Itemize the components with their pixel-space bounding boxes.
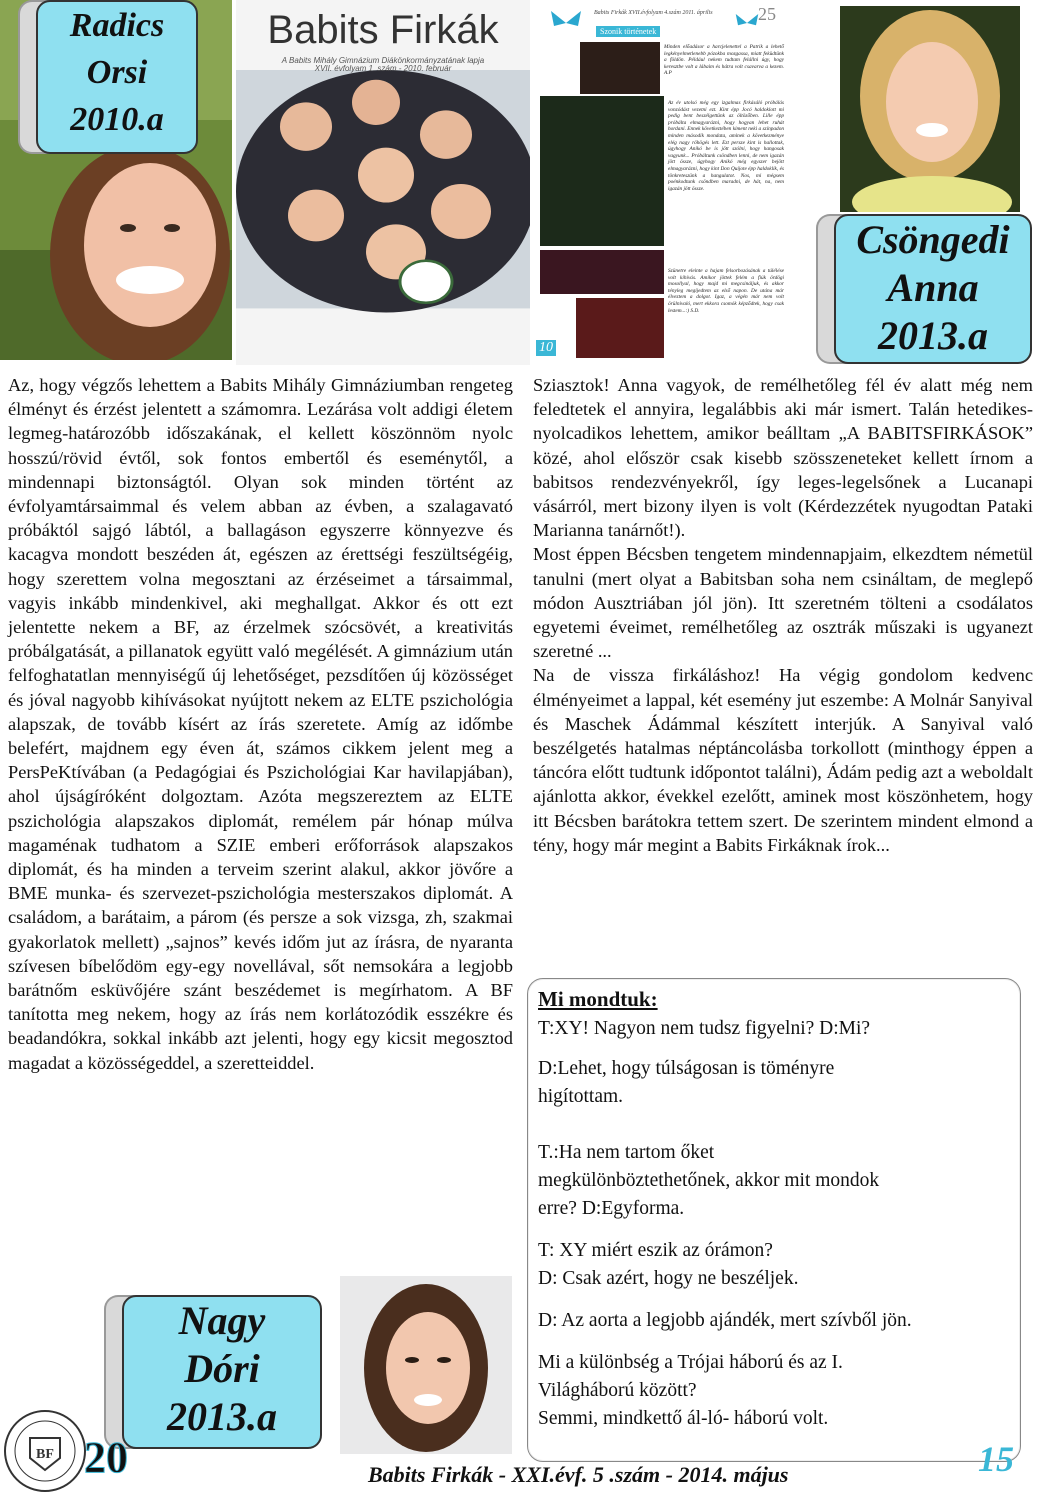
- quote-line: megkülönböztethetőnek, akkor mit mondok: [538, 1170, 880, 1191]
- cover-issue: XVII. évfolyam 1. szám - 2010. február: [314, 64, 452, 73]
- cover-title: Babits Firkák: [267, 8, 499, 52]
- magazine-cover: [236, 0, 530, 365]
- quote-line: Semmi, mindkettő ál-ló- háború volt.: [538, 1408, 829, 1429]
- name-last: Anna: [887, 265, 979, 310]
- school-logo-icon: [2, 1408, 88, 1494]
- mag-photo-4: [576, 298, 664, 358]
- name-box-nagy-dori: [122, 1295, 322, 1449]
- mag-photo-3: [540, 250, 664, 294]
- article-paragraph: Most éppen Bécsben tengetem mindennapjaim, elkezdtem németül tanulni (mert olyat a Babitsban soha nem csináltam, de meglepő módon Ausztriában jól jön). Itt szeretném tölteni a csodálatos egyetemi éveimet, remélhetőleg az osztrák műszaki is ugyanezt szeretné ...: [533, 544, 1033, 662]
- butterfly-icon: [732, 8, 762, 38]
- name-box-csongedi-anna: [834, 214, 1032, 364]
- quotes-title: Mi mondtuk:: [538, 987, 658, 1011]
- magazine-inner-page: [536, 0, 788, 362]
- photo-csongedi-anna: [840, 6, 1020, 212]
- quotes-box: [527, 978, 1021, 1462]
- mag-intro: Minden előadásor a harcjelenettel a Patrik a lehető legkényelmetlenebb pózokba mozgassa, miatt feküdtünk a földön. Például nekem tudtam felállni úgy, hogy keresztbe volt a lábaim és hátra volt csavarva a kezem. A.P: [664, 44, 784, 77]
- quote-line: D: Az aorta a legjobb ajándék, mert szívből jön.: [538, 1310, 912, 1331]
- cover-subtitle: A Babits Mihály Gimnázium Diákönkormányzatának lapja: [281, 56, 485, 65]
- quote-line: erre? D:Egyforma.: [538, 1198, 685, 1219]
- school-logo-text: BF: [36, 1447, 54, 1462]
- quote-line: T:XY! Nagyon nem tudsz figyelni? D:Mi?: [538, 1018, 871, 1039]
- mag-photo-2: [540, 96, 664, 246]
- name-first: Csöngedi: [856, 217, 1010, 262]
- butterfly-icon: [546, 8, 586, 38]
- article-radics: Az, hogy végzős lehettem a Babits Mihály Gimnáziumban rengeteg élményt és érzést jelentett a számomra. Lezárása volt addigi életem legmeg-határozóbb időszakának, el kellett köszönnöm nyolc hosszú/rövid évtől, sok fontos embertől és eseménytől, a mindennapi biztonságtól. Olyan sok minden történt az évfolyamtársaimmal és velem abban az évben, a szalagavató próbáktól sajgó lábtól, a ballagáson egyszerre könnyezve és kacagva mondott beszéden át, egészen az érettségi feszültségéig, hogy szerettem volna megosztani az érzéseimet a társaimmal, vagyis inkább mindenkivel, aki meghallgat. Akkor és ott ezt jelentette nekem a BF, az érzelmek szócsövét, a kreativitás próbálgatását, a pillanatok együtt való megélését. A gimnázium után felfoghatatlan mennyiségű új lehetőséget, pezsdítően új közösséget és jóval nagyobb kihívásokat nyújtott nekem az ELTE pszichológia alapszak, de tovább kísért az írás szeretete. Amíg az időmbe belefért, majdnem egy éven át, számos cikkem jelent meg a PersPeKtívában (a Pedagógiai és Pszichológiai Kar havilapjában), ahol újságíróként dolgoztam. Azóta megszereztem az ELTE pszichológia alapszakos diplomát, remélem pár hónap múlva magaménak tudhatom a SZIE emberi erőforrások alapszakos diplomát, és ha minden a terveim szerint alakul, akkor jövőre a BME munka- és szervezet-pszichológia mesterszakos diplomát. A családom, a barátaim, a párom (és persze a sok vizsga, zh, szakmai gyakorlatok mellett) „sajnos” kevés időm jut az írásra, de nyaranta szívesen bíbelődöm egy-egy novellával, sőt nemsokára a legjobb barátnőm esküvőjére szánt beszédemet is megírhatom. A BF tanította meg nekem, hogy az írás nem korlátozódik esszékre és beadandókra, sokkal inkább azt jelenti, hogy egy kicsit megosztod magadat a közösségeddel, a szeretteiddel.: [8, 375, 513, 1073]
- name-last: Orsi: [86, 54, 148, 91]
- footer-text: Babits Firkák - XXI.évf. 5 .szám - 2014. május: [368, 1462, 789, 1487]
- quote-line: Világháború között?: [538, 1380, 697, 1401]
- mag-outro: Szünetre eleinte a hajam felsorbozásának a túlélése volt kihívás. Amikor jöttek felém a fiúk ördögi mosollyal, hogy majd mi megcsináljuk, és akkor tényleg megijedtem az első napon. De utána már élveztem a dolgot. Igaz, a végén már nem volt örülnivaló, mert ekkora csomók képződtek, hogy csak lestem...:) S.D.: [668, 268, 784, 314]
- quote-line: D:Lehet, hogy túlságosan is töményre: [538, 1058, 835, 1079]
- name-class: 2013.a: [167, 1394, 277, 1439]
- mag-body: Az év utolsó még egy izgalmas firkásáló próbálás vonzódást vezetni ezt. Kint épp Jocó haldoklott mi pedig bent beszélgettünk az öltözőben. Lille épp próbálta elmagyarázni, hogy hogyan lehet ruhát hordani. Ennek következtében kiment neki a színpadon minden második mondata, aminek a következménye elég nagy röhögés lett. Ezt persze kint is hallottak, úgyhogy Anikó be is jött szólni, hogy hangosak vagyunk... Próbáltunk csöndben lenni, de nem igazán jött össze, úgyhogy Anikó még egyszer bejött elmagyarázni, hogy kint Don Quijote épp haldoklik, és tönkreteszünk a hangulatot. Nos, mi mégsem poénkodtunk csöndben maradni, de hát, na, nem igazán jött össze.: [668, 100, 784, 192]
- name-class: 2013.a: [878, 313, 988, 358]
- quote-line: T: XY miért eszik az órámon?: [538, 1240, 773, 1261]
- article-csongedi: [533, 373, 1033, 857]
- name-first: Nagy: [178, 1298, 266, 1343]
- photo-nagy-dori: [340, 1276, 512, 1454]
- name-class: 2010.a: [70, 101, 164, 138]
- name-first: Radics: [69, 7, 165, 44]
- mag-page-number: 25: [758, 4, 776, 24]
- mag-section-tag: Szonik történetek: [596, 26, 660, 37]
- quote-line: Mi a különbség a Trójai háború és az I.: [538, 1352, 843, 1373]
- quote-line: D: Csak azért, hogy ne beszéljek.: [538, 1268, 799, 1289]
- page-number-left: 20: [84, 1433, 128, 1482]
- article-paragraph: Sziasztok! Anna vagyok, de remélhetőleg fél év alatt még nem feledtetek el annyira, legalábbis aki már ismert. Talán hetedikes-nyolcadikos lehettem, amikor beálltam „A BABITSFIRKÁSOK” közé, ahol először csak kisebb szösszeneteket kellett írnom a babitsos rendezvényekről, így leges-legelsőnek a Lucanapi vásárról, mert bizony ilyen is volt (Kérdezzétek nyugodtan Pataki Marianna tanárnőt!).: [533, 375, 1033, 541]
- mag-photo-1: [580, 42, 660, 94]
- name-last: Dóri: [184, 1346, 260, 1391]
- mag-header: Babits Firkák XVII.évfolyam 4.szám 2011. április: [594, 10, 713, 16]
- name-box-radics-orsi: [36, 0, 198, 154]
- quote-line: T.:Ha nem tartom őket: [538, 1142, 715, 1163]
- page-number-right: 15: [978, 1439, 1014, 1479]
- mag-bottom-number: 10: [536, 340, 556, 356]
- article-paragraph: Na de vissza firkáláshoz! Ha végig gondolom kedvenc élményeimet a lappal, két esemény jut eszembe: A Molnár Sanyival és Maschek Ádámmal készített interjúk. A Sanyival való beszélgetés hatalmas néptáncolásba torkollott (minthogy éppen a táncóra előtt tudtunk időpontot találni), Ádám pedig azt a weboldalt ajánlotta akkor, évekkel ezelőtt, aminek most köszönhetem, hogy itt Bécsben barátokra tettem szert. De szerintem mindent elmond a tény, hogy már megint a Babits Firkáknak írok...: [533, 665, 1033, 855]
- quote-line: higítottam.: [538, 1086, 624, 1107]
